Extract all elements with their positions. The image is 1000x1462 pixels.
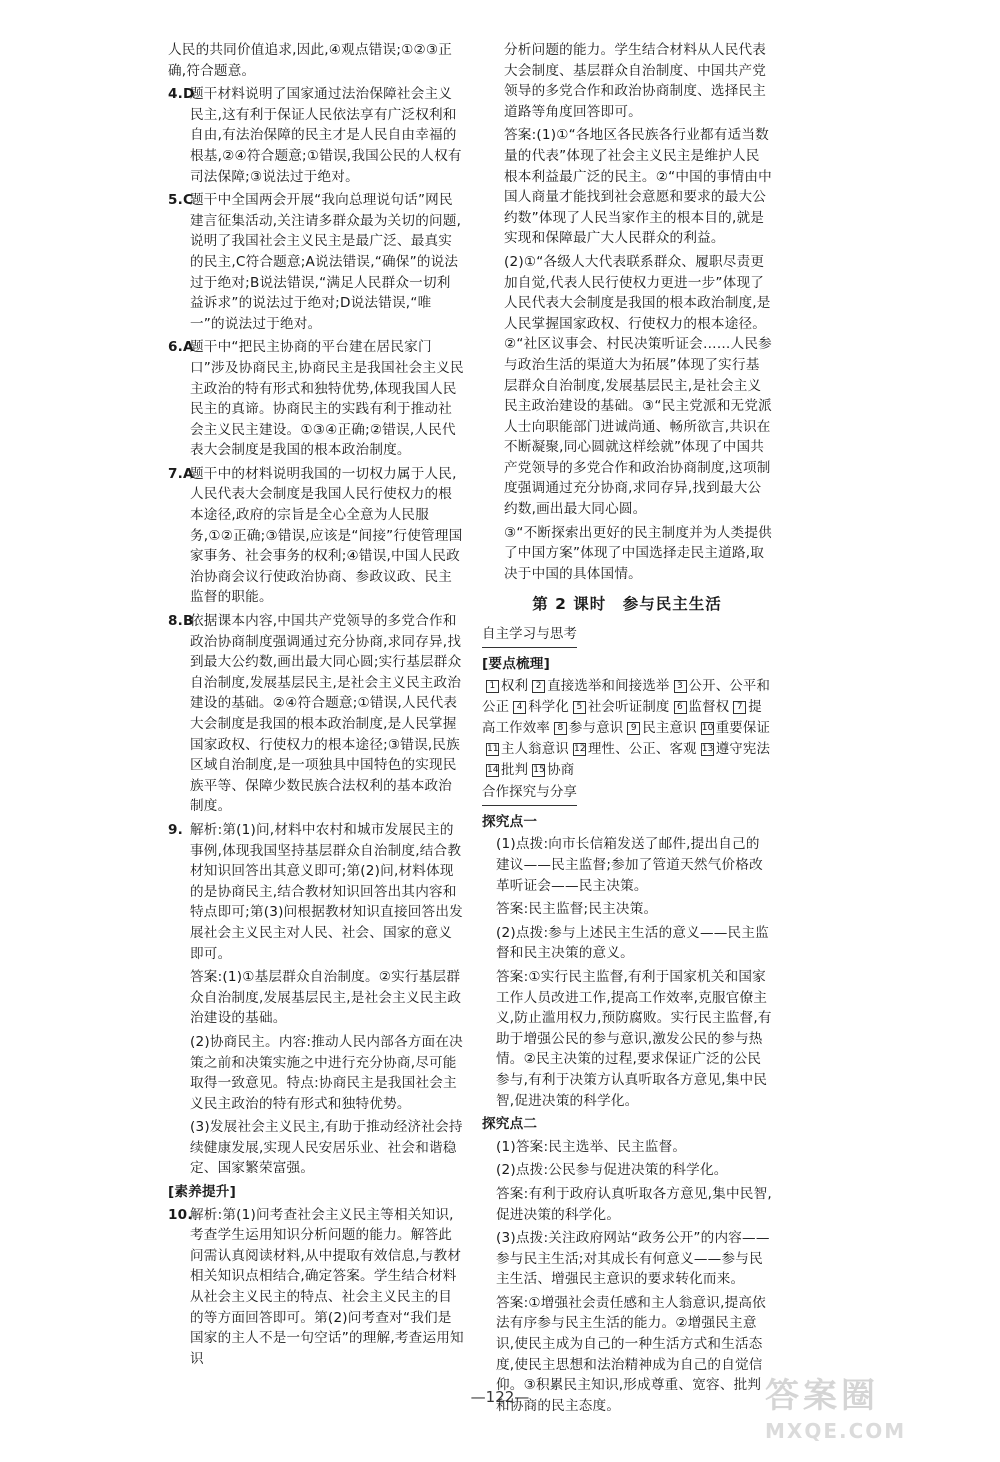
key-point-text: 重要保证 <box>715 721 771 737</box>
answer-item: (3)发展社会主义民主,有助于推动经济社会持续健康发展,实现人民安居乐业、社会和谐稳定、国家繁荣富强。 <box>190 1119 463 1177</box>
key-point-text: 批判 <box>501 763 529 779</box>
answer-item: 答案:(1)①基层群众自治制度。②实行基层群众自治制度,发展基层民主,是社会主义民主政治建设的基础。 <box>190 969 462 1027</box>
explore-point-2-label: 探究点二 <box>482 1116 538 1133</box>
subheading-self-study: 自主学习与思考 <box>482 625 577 648</box>
key-point-item <box>482 742 569 757</box>
watermark-text: 答案圈 <box>765 1376 879 1416</box>
key-point-number: 7 <box>733 701 746 714</box>
explore-item: (3)点拨:关注政府网站“政务公开”的内容——参与民主生活;对其成长有何意义——参与民主生活、增强民主意识的要求转化而来。 <box>496 1230 770 1288</box>
key-point-number: 11 <box>487 743 499 754</box>
key-point-number: 4 <box>513 701 526 714</box>
explore-item: 答案:①实行民主监督,有利于国家机关和国家工作人员改进工作,提高工作效率,克服官僚主义,防止滥用权力,预防腐败。实行民主监督,有助于增强公民的参与意识,激发公民的参与热情。②民主决策的过程,要求保证广泛的公民参与,有利于决策方认真听取各方意见,集中民智,促进决策的科学化。 <box>496 968 772 1109</box>
watermark-url: MXQE.COM <box>765 1419 907 1443</box>
key-point-number: 8 <box>554 722 567 735</box>
key-points-label: [要点梳理] <box>482 655 551 672</box>
answer-item: 分析问题的能力。学生结合材料从人民代表大会制度、基层群众自治制度、中国共产党领导的多党合作和政治协商制度、选择民主道路等角度回答即可。 <box>504 42 767 120</box>
answer-item: 7.A 题干中的材料说明我国的一切权力属于人民,人民代表大会制度是我国人民行使权力的根本途径,政府的宗旨是全心全意为人民服务,①②正确;③错误,应该是“间接”行使管理国家事务、社会事务的权利;④错误,中国人民政治协商会议行使政治协商、参政议政、民主监督的职能。 <box>168 465 463 606</box>
key-point-text: 民主意识 <box>642 721 697 737</box>
key-point-item <box>482 679 528 694</box>
key-point-item <box>569 700 670 715</box>
key-point-item <box>697 742 770 757</box>
key-point-text: 主人翁意识 <box>501 742 569 758</box>
key-point-text: 公开、公平和公正 <box>482 679 771 716</box>
key-point-item <box>528 763 574 778</box>
key-point-number: 1 <box>486 680 499 693</box>
answer-item: 4.D 题干材料说明了国家通过法治保障社会主义民主,这有利于保证人民依法享有广泛权利和自由,有法治保障的民主才是人民自由幸福的根基,②④符合题意;①错误,我国公民的人权有司法保障;③说法过于绝对。 <box>168 86 462 185</box>
answer-item: 6.A 题干中“把民主协商的平台建在居民家门口”涉及协商民主,协商民主是我国社会主义民主政治的特有形式和独特优势,体现我国人民民主的真谛。协商民主的实践有利于推动社会主义民主建设。①③④正确;②错误,人民代表大会制度是我国的根本政治制度。 <box>168 339 464 459</box>
key-point-text: 监督权 <box>688 700 730 716</box>
explore-item: 答案:①增强社会责任感和主人翁意识,提高依法有序参与民主生活的能力。②增强民主意识,使民主成为自己的一种生活方式和生活态度,使民主思想和法治精神成为自己的自觉信仰。③积累民主知识,形成尊重、宽容、批判和协商的民主态度。 <box>496 1294 766 1414</box>
answer-item: 9. 解析:第(1)问,材料中农村和城市发展民主的事例,体现我国坚持基层群众自治制度,结合教材知识回答出其意义即可;第(2)问,材料体现的是协商民主,结合教材知识回答出其内容和特点即可;第(3)问根据教材知识直接回答出发展社会主义民主对人民、社会、国家的意义即可。 <box>168 821 463 962</box>
watermark-logo <box>765 1368 940 1448</box>
key-point-number: 6 <box>674 701 687 714</box>
subheading-cooperative: 合作探究与分享 <box>482 783 577 806</box>
answer-item: 人民的共同价值追求,因此,④观点错误;①②③正确,符合题意。 <box>168 42 453 79</box>
key-point-number: 14 <box>487 764 499 775</box>
key-point-item <box>670 700 730 715</box>
key-point-number: 10 <box>701 722 714 733</box>
page-number: —122— <box>470 1388 530 1406</box>
explore-item: 答案:民主监督;民主决策。 <box>496 901 658 918</box>
explore-item: (2)点拨:参与上述民主生活的意义——民主监督和民主决策的意义。 <box>496 924 769 962</box>
key-point-number: 5 <box>573 701 586 714</box>
key-point-number: 3 <box>674 680 687 693</box>
key-point-number: 2 <box>532 680 545 693</box>
answer-item: 5.C 题干中全国两会开展“我向总理说句话”网民建言征集活动,关注请多群众最为关切的问题,说明了我国社会主义民主是最广泛、最真实的民主,C符合题意;A说法错误,“确保”的说法过于绝对;B说法错误,“满足人民群众一切利益诉求”的说法过于绝对;D说法错误,“唯一”的说法过于绝对。 <box>168 192 462 332</box>
key-point-item <box>482 763 528 778</box>
key-point-number: 13 <box>701 743 714 754</box>
answer-item: ③“不断探索出更好的民主制度并为人类提供了中国方案”体现了中国选择走民主道路,取决于中国的具体国情。 <box>504 524 772 582</box>
section-label: [素养提升] <box>168 1184 237 1201</box>
key-point-text: 参与意识 <box>568 721 624 737</box>
explore-point-1-label: 探究点一 <box>482 813 538 830</box>
explore-item: (2)点拨:公民参与促进决策的科学化。 <box>496 1162 728 1179</box>
explore-item: (1)答案:民主选举、民主监督。 <box>496 1138 687 1155</box>
answer-item: 答案:(1)①“各地区各民族各行业都有适当数量的代表”体现了社会主义民主是维护人民根本利益最广泛的民主。②“中国的事情由中国人商量才能找到社会意愿和要求的最大公约数”体现了人民当家作主的根本目的,就是实现和保障最广大人民群众的利益。 <box>504 127 772 247</box>
explore-item: 答案:有利于政府认真听取各方意见,集中民智,促进决策的科学化。 <box>496 1185 772 1223</box>
key-point-item <box>509 700 569 715</box>
key-point-number: 12 <box>573 743 586 754</box>
lesson-title: 第 2 课时 参与民主生活 <box>532 595 722 614</box>
key-point-text: 社会听证制度 <box>587 700 670 716</box>
key-point-text: 直接选举和间接选举 <box>547 679 670 695</box>
key-point-item <box>528 679 669 694</box>
answer-item: (2)协商民主。内容:推动人民内部各方面在决策之前和决策实施之中进行充分协商,尽可能取得一致意见。特点:协商民主是我国社会主义民主政治的特有形式和独特优势。 <box>190 1033 463 1112</box>
key-point-number: 15 <box>533 764 546 775</box>
left-column <box>168 40 464 1372</box>
key-point-text: 理性、公正、客观 <box>587 742 697 758</box>
key-point-item <box>569 742 697 757</box>
answer-item: 8.B 依据课本内容,中国共产党领导的多党合作和政治协商制度强调通过充分协商,求同存异,找到最大公约数,画出最大同心圆;实行基层群众自治制度,发展基层民主,是社会主义民主政治建设的基础。②④符合题意;①错误,人民代表大会制度是我国的根本政治制度,是人民掌握国家政权、行使权力的根本途径;③错误,民族区域自治制度,是一项独具中国特色的实现民族平等、保障少数民族合法权利的基本政治制度。 <box>168 613 462 815</box>
key-point-text: 提高工作效率 <box>482 700 762 737</box>
key-point-item <box>623 721 696 736</box>
key-point-text: 科学化 <box>528 700 569 716</box>
explore-item: (1)点拨:向市长信箱发送了邮件,提出自己的建议——民主监督;参加了管道天然气价格改革听证会——民主决策。 <box>496 836 763 894</box>
key-point-text: 权利 <box>501 679 529 695</box>
right-column <box>482 40 772 1419</box>
key-points-list <box>482 676 772 781</box>
key-point-number: 9 <box>627 722 640 735</box>
answer-item: 10. 解析:第(1)问考查社会主义民主等相关知识,考查学生运用知识分析问题的能力。解答此问需认真阅读材料,从中提取有效信息,与教材相关知识点相结合,确定答案。学生结合材料从社会主义民主的特点、社会主义民主的目的等方面回答即可。第(2)问考查对“我们是国家的主人不是一句空话”的理解,考查运用知识 <box>168 1206 464 1367</box>
answer-item: (2)①“各级人大代表联系群众、履职尽责更加自觉,代表人民行使权力更进一步”体现了人民代表大会制度是我国的根本政治制度,是人民掌握国家政权、行使权力的根本途径。②“社区议事会、村民决策听证会……人民参与政治生活的渠道大为拓展”体现了实行基层群众自治制度,发展基层民主,是社会主义民主政治建设的基础。③“民主党派和无党派人士向职能部门进诚尚通、畅所欲言,共识在不断凝聚,同心圆就这样绘就”体现了中国共产党领导的多党合作和政治协商制度,这项制度强调通过充分协商,求同存异,找到最大公约数,画出最大同心圆。 <box>504 253 772 518</box>
key-point-text: 协商 <box>547 763 575 779</box>
key-point-item <box>697 721 770 736</box>
key-point-item <box>550 721 623 736</box>
key-point-text: 遵守宪法 <box>715 742 771 758</box>
